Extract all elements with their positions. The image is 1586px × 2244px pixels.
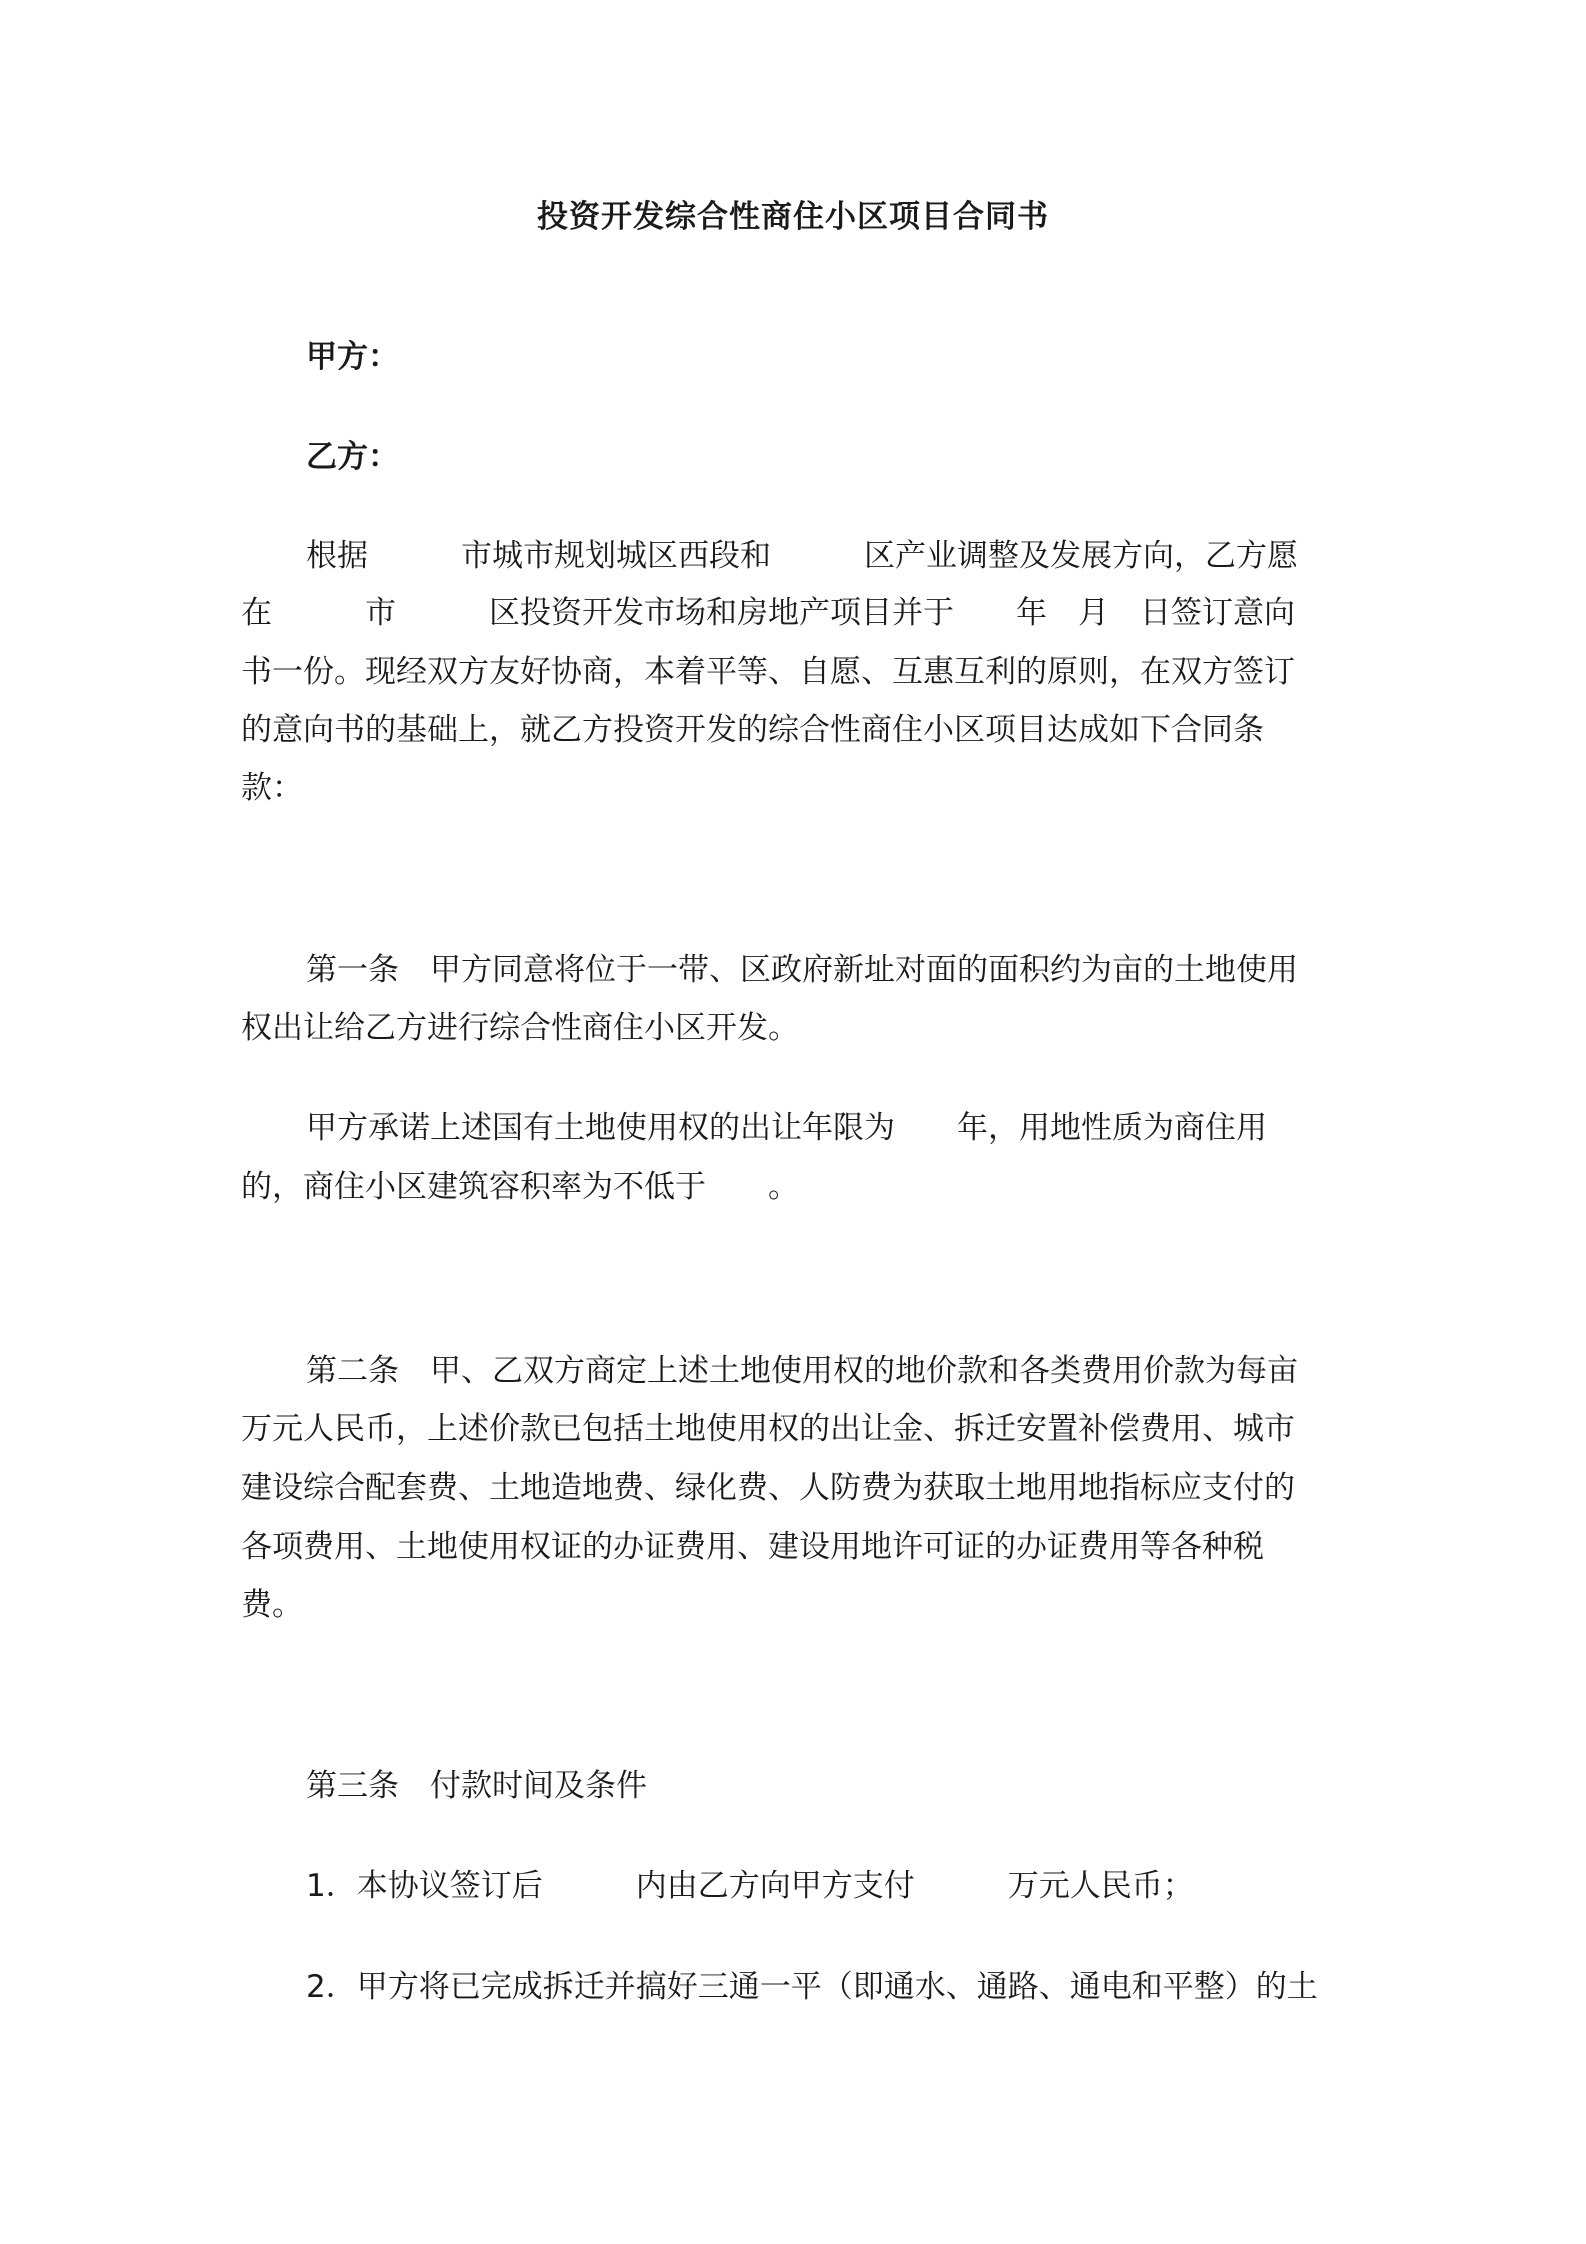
article-1-para2-line-1: 甲方承诺上述国有土地使用权的出让年限为 年，用地性质为商住用: [306, 1110, 1267, 1146]
article-3-heading: 第三条 付款时间及条件: [306, 1768, 647, 1804]
article-3-item-2: 2．甲方将已完成拆迁并搞好三通一平（即通水、通路、通电和平整）的土: [306, 1969, 1318, 2005]
article-2-line-5: 费。: [241, 1587, 303, 1623]
article-1-line-2: 权出让给乙方进行综合性商住小区开发。: [241, 1010, 799, 1046]
article-1-para2-line-2: 的，商住小区建筑容积率为不低于 。: [241, 1169, 799, 1205]
article-2-line-3: 建设综合配套费、土地造地费、绿化费、人防费为获取土地用地指标应支付的: [241, 1470, 1295, 1506]
preamble-line-2: 在 市 区投资开发市场和房地产项目并于 年 月 日签订意向: [241, 595, 1295, 631]
article-2-line-1: 第二条 甲、乙双方商定上述土地使用权的地价款和各类费用价款为每亩: [306, 1353, 1298, 1389]
article-1-line-1: 第一条 甲方同意将位于一带、区政府新址对面的面积约为亩的土地使用: [306, 952, 1298, 988]
article-2-line-2: 万元人民币，上述价款已包括土地使用权的出让金、拆迁安置补偿费用、城市: [241, 1411, 1295, 1447]
preamble-line-1: 根据 市城市规划城区西段和 区产业调整及发展方向，乙方愿: [306, 538, 1298, 574]
party-a-label: 甲方：: [306, 339, 399, 375]
document-title: 投资开发综合性商住小区项目合同书: [537, 199, 1049, 235]
article-2-line-4: 各项费用、土地使用权证的办证费用、建设用地许可证的办证费用等各种税: [241, 1529, 1264, 1565]
preamble-line-5: 款：: [241, 770, 303, 806]
article-3-item-1: 1．本协议签订后 内由乙方向甲方支付 万元人民币；: [306, 1868, 1194, 1904]
preamble-line-4: 的意向书的基础上，就乙方投资开发的综合性商住小区项目达成如下合同条: [241, 712, 1264, 748]
preamble-line-3: 书一份。现经双方友好协商，本着平等、自愿、互惠互利的原则，在双方签订: [241, 654, 1295, 690]
party-b-label: 乙方：: [306, 439, 399, 475]
